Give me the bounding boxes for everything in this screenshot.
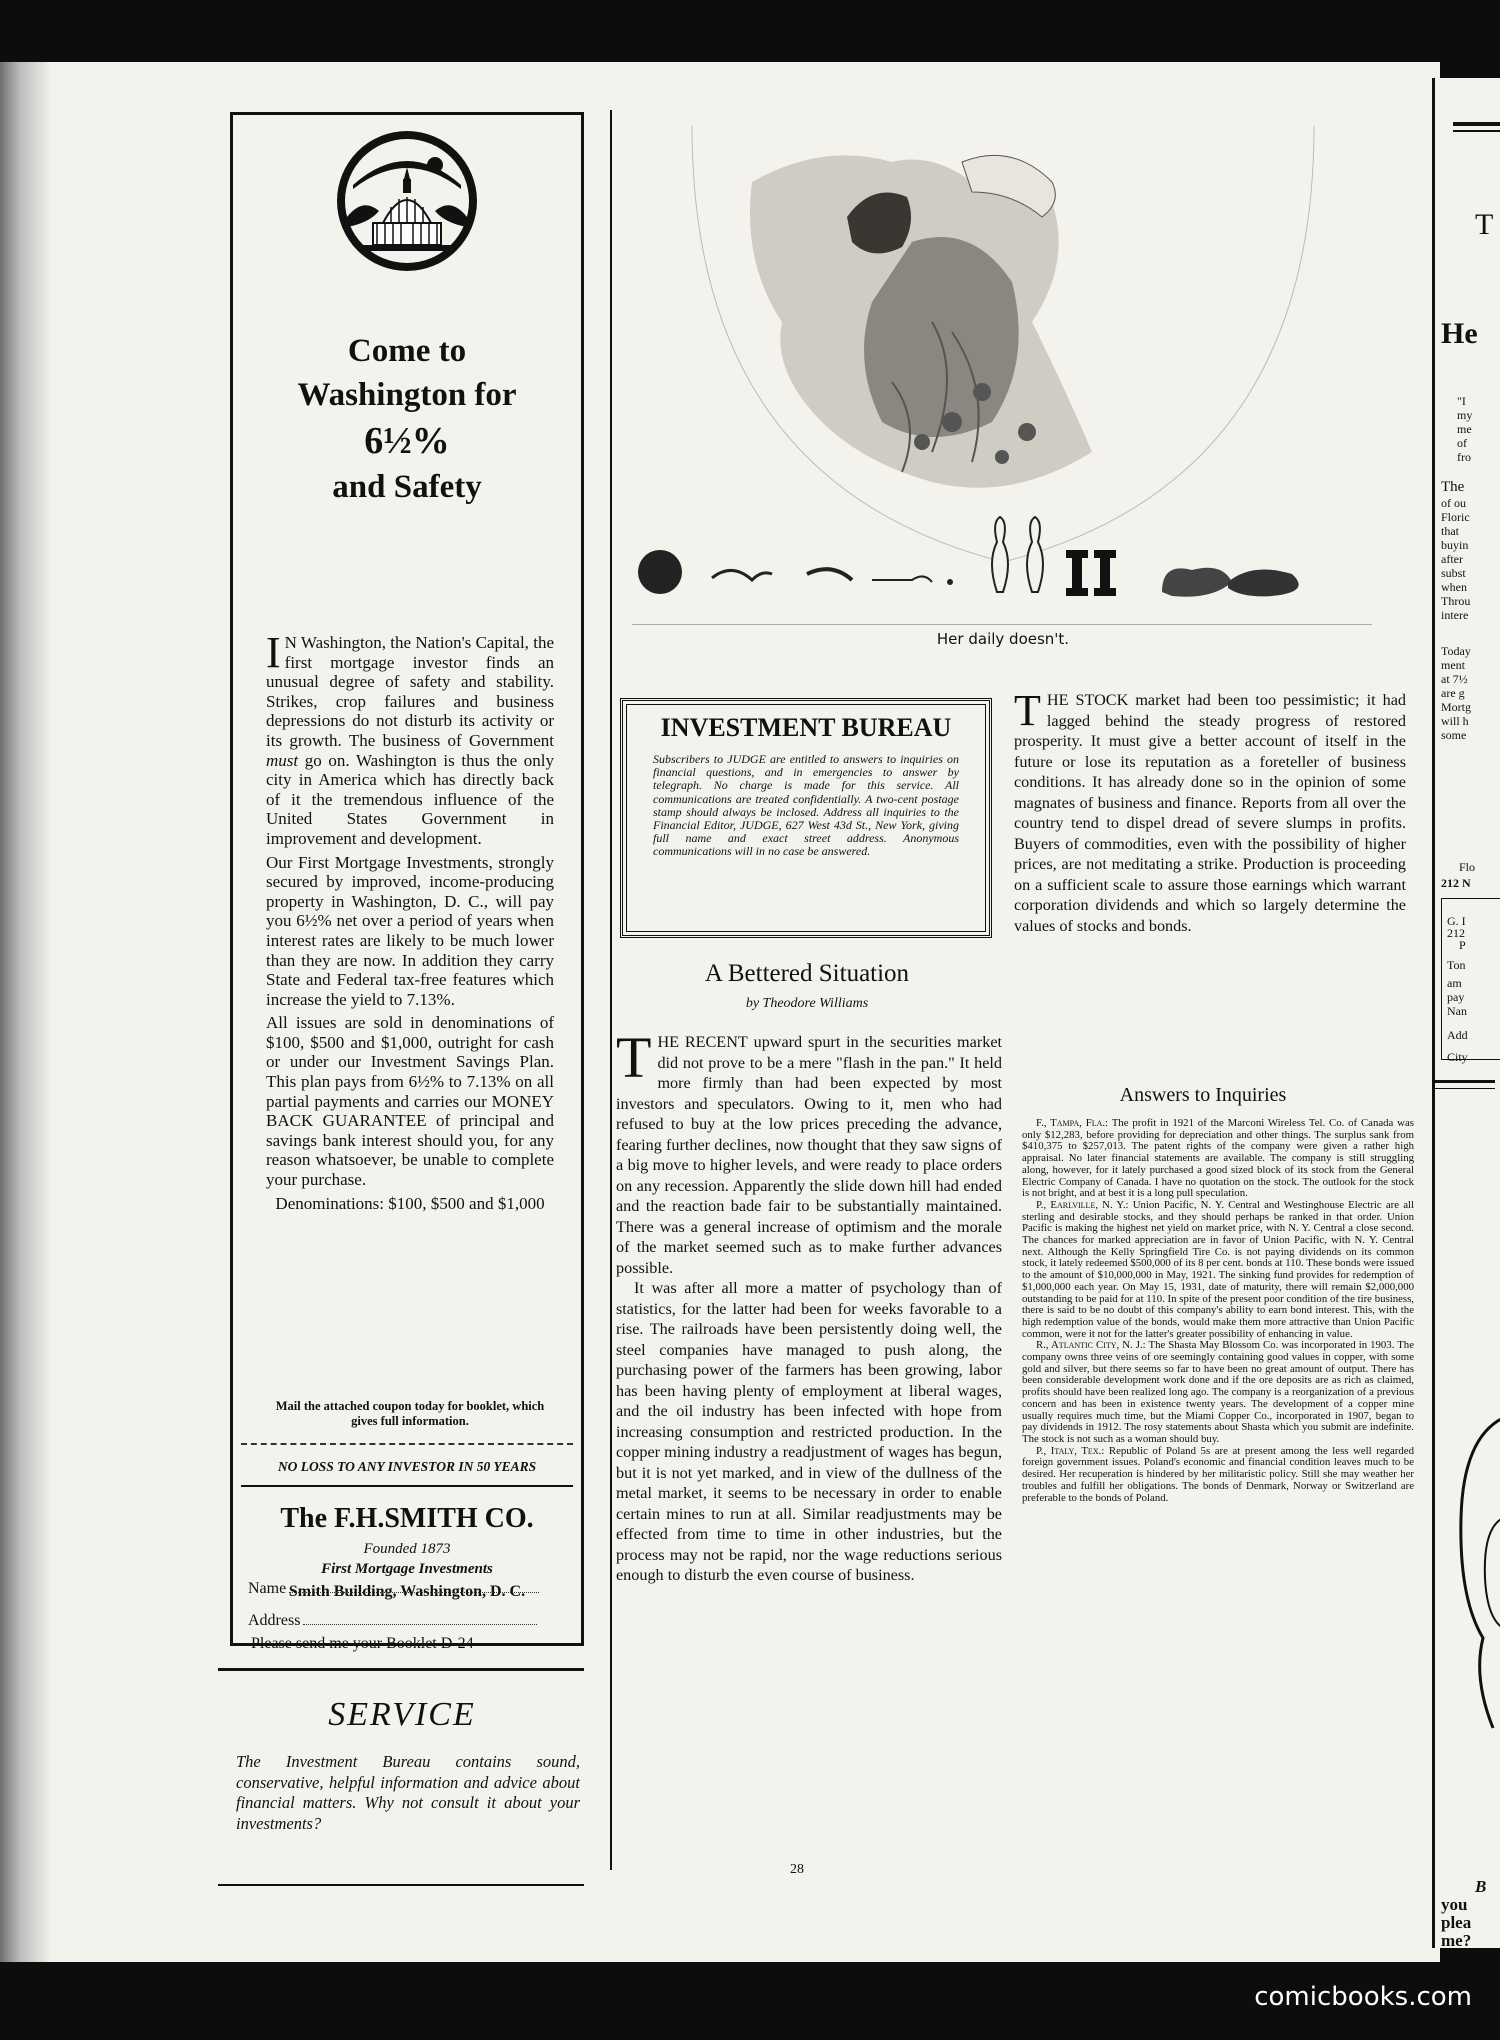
facing-form-11: City [1447, 1050, 1468, 1064]
facing-form-7: am [1447, 976, 1462, 990]
article-paragraph-1 [616, 1025, 1002, 1278]
capitol-dome-emblem-icon [333, 127, 481, 275]
facing-form-2: 212 N [1441, 876, 1471, 890]
facing-line-5: buyin [1441, 538, 1469, 552]
article-title: A Bettered Situation [704, 960, 910, 987]
facing-rule [1453, 122, 1500, 126]
article-paragraph-3-text: market had been too pessimistic; it had lagged behind the steady progress of restored prosperity. It must give a better account of itself in the future or lose its reputation as a foreteller of business conditions. It has already done so in the opinion of some magnates of business and finance. Reports from all over the country tend to dispel dread of severe slumps in profits. Buyers of commodities, even with the possibility of higher prices, are not meditating a strike. Production is proceeding on a sufficient scale to assure those earnings which warrant corporation dividends and which so largely determine the values of stocks and bonds. [1014, 691, 1406, 935]
ad-headline-line-1: Come to [347, 333, 467, 369]
ad-headline [233, 329, 581, 509]
facing-form-3: G. I [1447, 914, 1466, 928]
ad-headline-line-2: Washington for [297, 377, 517, 413]
facing-line2-6: will h [1441, 714, 1469, 728]
ad-paragraph-2: Our First Mortgage Investments, strongly secured by improved, income-producing property in Washington, D. C., will pay you 6½% net over a period of years when interest rates are likely to be much lower than they are now. In addition they carry State and Federal tax-free features which increase the yield to 7.13%. [266, 852, 554, 1009]
facing-line-9: Throu [1441, 594, 1471, 608]
facing-line2-7: some [1441, 728, 1467, 742]
facing-line-3: Floric [1441, 510, 1470, 524]
address-line[interactable] [303, 1624, 537, 1625]
facing-line2-5: Mortg [1441, 700, 1471, 714]
article-column-left [616, 1025, 1002, 1586]
investment-bureau-notice: Subscribers to JUDGE are entitled to answers to inquiries on financial questions, and in emergencies to answer by telegraph. No charge is made for this service. All communications are treated confidentially. A two-cent postage stamp should always be inclosed. Address all inquiries to the Financial Editor, JUDGE, 627 West 43d St., New York, giving full name and exact street address. Anonymous communications will in no case be answered. [653, 752, 959, 859]
answers-list [1022, 1118, 1414, 1504]
coupon-divider [241, 1485, 573, 1487]
facing-form-1: Flo [1459, 860, 1476, 874]
facing-form-6: Ton [1447, 958, 1466, 972]
coupon-booklet-request: Please send me your Booklet D-24 [251, 1635, 474, 1652]
article-dropcap-2: T [1014, 686, 1041, 735]
facing-line-4: that [1441, 524, 1459, 538]
article-lead-2: HE STOCK [1046, 691, 1129, 709]
column-rule-left [610, 110, 612, 1870]
watermark: comicbooks.com [1254, 1982, 1472, 2012]
name-label: Name [248, 1580, 287, 1597]
facing-form-5: P [1459, 938, 1466, 952]
facing-form-9: Nan [1447, 1004, 1467, 1018]
facing-line2-3: at 7½ [1441, 672, 1468, 686]
answer-inquirer: F., Tampa, Fla.: [1036, 1117, 1109, 1129]
facing-line-10: intere [1441, 608, 1469, 622]
ad-paragraph-3: All issues are sold in denominations of $100, $500 and $1,000, outright for cash or under our Investment Savings Plan. This plan pays from 6½% to 7.13% on all partial payments and carries our MONEY BACK GUARANTEE of principal and savings bank interest should you, for any reason whatsoever, be unable to complete your purchase. [266, 1013, 554, 1190]
ad-denominations: Denominations: $100, $500 and $1,000 [275, 1193, 545, 1213]
answer-text: Union Pacific, N. Y. Central and Westinghouse Electric are all sterling and desirable stocks, and they should perhaps be ranked in that order. Union Pacific is making the highest net yield on market price, with N. Y. Central a close second. The chances for marked appreciation are in favor of Union Pacific, with N. Y. Central next. Although the Kelly Springfield Tire Co. is not paying dividends on its common stock, it lately redeemed $500,000 of its 8 per cent. bonds at 110. These bonds were issued to the amount of $10,000,000 in May, 1921. The sinking fund provides for redemption of $1,000,000 each year. On May 15, 1931, date of maturity, there will remain $2,000,000 outstanding to be paid for at 110. In spite of the present poor condition of the tire business, there is said to be no doubt of this company's ability to earn bond interest. This, with the high redemption value of the bonds, would make them more attractive than Union Pacific common, were it not for the latter's greater possibility of enhancing in value. [1022, 1198, 1414, 1340]
answer-item [1022, 1118, 1414, 1200]
no-loss-banner: NO LOSS TO ANY INVESTOR IN 50 YEARS [277, 1459, 537, 1474]
facing-rule [1435, 1088, 1495, 1089]
article-byline: by Theodore Williams [745, 996, 869, 1011]
service-bottom-rule [218, 1884, 584, 1886]
company-address: Smith Building, Washington, D. C. [288, 1583, 526, 1600]
facing-quote-2: my [1457, 408, 1473, 422]
illustration-caption: Her daily doesn't. [936, 630, 1070, 648]
address-label: Address [248, 1612, 301, 1629]
company-name: The F.H.SMITH CO. [280, 1503, 534, 1534]
answer-inquirer: P., Italy, Tex.: [1036, 1444, 1105, 1457]
facing-quote-3: me [1457, 422, 1472, 436]
ad-paragraph-1-end: go on. Washington is thus the only city in America which has directly back of it the tremendous influence of the United States Government in improvement and development. [266, 750, 554, 848]
facing-bottom-2: you [1441, 1895, 1468, 1914]
facing-page-fragment [1432, 78, 1500, 1948]
facing-rule [1453, 130, 1500, 132]
article-lead: HE RECENT [657, 1033, 748, 1051]
answer-text: The Shasta May Blossom Co. was incorporated in 1903. The company owns three veins of ore seemingly containing good values in copper, with some gold and silver, but there seems so far to have been no great amount of output. There has been considerable development work done and if the ore deposits are as rich as claimed, profits should have been realized long ago. The company is a reorganization of a previous concern and has been in existence twenty years. The development of a copper mine usually requires much time, but the Miami Copper Co., incorporated in 1907, began to pay dividends in 1912. The rosy statements about Shasta which you submit are indefinite. The stock is not such as a woman should buy. [1022, 1339, 1414, 1445]
ad-paragraph-1 [266, 628, 554, 849]
answer-inquirer: P., Earlville, N. Y.: [1036, 1198, 1129, 1211]
facing-line-6: after [1441, 552, 1463, 566]
service-top-rule [218, 1668, 584, 1671]
facing-line2-1: Today [1441, 644, 1471, 658]
answer-item [1022, 1446, 1414, 1505]
ad-paragraph-1-emphasis: must [266, 750, 299, 770]
facing-form-8: pay [1447, 990, 1465, 1004]
facing-bottom-1: B [1475, 1877, 1487, 1896]
ad-headline-line-3: 6½% [364, 420, 450, 462]
facing-bottom-3: plea [1441, 1913, 1472, 1932]
investment-bureau-title: INVESTMENT BUREAU [660, 713, 952, 742]
facing-line2-2: ment [1441, 658, 1465, 672]
facing-rule [1435, 1080, 1495, 1083]
article-paragraph-1-text: upward spurt in the securities market did not prove to be a mere "flash in the pan." It held more firmly than had been expected by most investors and speculators. Owing to it, men who had refused to buy at the low prices preceding the advance, fearing further declines, now thought that they saw signs of a big move to higher levels, and were ready to place orders on any recession. Apparently the slide down hill had ended and the reaction bade fair to be substantially maintained. There was a general increase of optimism and the morale of the market seemed such as to make further advances possible. [616, 1033, 1002, 1277]
left-binding-edge [0, 62, 52, 1962]
facing-quote-4: of [1457, 436, 1467, 450]
article-dropcap: T [616, 1025, 652, 1090]
facing-line-8: when [1441, 580, 1467, 594]
ad-headline-line-4: and Safety [332, 469, 482, 505]
answer-item [1022, 1340, 1414, 1445]
facing-line-1: The [1441, 479, 1465, 495]
fh-smith-advertisement [230, 112, 584, 1652]
illustration-woman-reading [632, 122, 1374, 632]
facing-form-4: 212 [1447, 926, 1465, 940]
article-paragraph-2: It was after all more a matter of psychology than of statistics, for the latter had been for weeks favorable to a rise. The railroads have been persistently doing well, the steel companies have managed to push along, the purchasing power of the farmers has been growing, labor has been having plenty of employment at liberal wages, and the oil industry has been infected with hope from increasing consumption and restricted production. In the copper mining industry a readjustment of wages has begun, but it is not yet marked, and in view of the dullness of the metal market, it seems to be necessary in order to enable certain mines to run at all. Similar readjustments may be effected from time to time in other industries, but the process may not be rapid, nor the wage reductions serious enough to disturb the even course of business. [616, 1279, 1002, 1584]
company-founded: Founded 1873 [363, 1541, 451, 1557]
facing-quote-5: fro [1457, 450, 1471, 464]
page-number: 28 [790, 1862, 804, 1877]
ad-dropcap: I [266, 628, 281, 677]
facing-form-10: Add [1447, 1028, 1468, 1042]
answer-text: Republic of Poland 5s are at present among the less well regarded foreign government issues. Poland's economic and financial condition leaves much to be desired. Her recuperation is hindered by her militaristic policy. Still she may weather her troubles and fulfill her obligations. The bonds of Denmark, Norway or Switzerland are preferable to the bonds of Poland. [1022, 1444, 1414, 1504]
facing-letter: T [1475, 208, 1494, 241]
facing-line2-4: are g [1441, 686, 1465, 700]
answer-text: The profit in 1921 of the Marconi Wireless Tel. Co. of Canada was only $12,283, before providing for depreciation and other things. The surplus sank from $410,375 to $257,013. The patent rights of the company were given a rather high appraisal. No later financial statements are available. The company is still struggling along, however, for it lately purchased a good sized block of its stock from the General Electric Company of Canada. I have no quotation on the stock. The outlook for the stock is not bright, and at best it is a long pull speculation. [1022, 1117, 1414, 1200]
name-line[interactable] [289, 1592, 539, 1593]
facing-quote-1: "I [1457, 394, 1466, 408]
facing-bottom-4: me? [1441, 1931, 1472, 1948]
article-paragraph-3 [1014, 686, 1406, 936]
investment-bureau-box [620, 698, 992, 938]
answers-title: Answers to Inquiries [1119, 1084, 1287, 1106]
ad-mail-note: Mail the attached coupon today for booklet, which gives full information. [275, 1399, 545, 1428]
facing-line-2: of ou [1441, 496, 1466, 510]
service-text: The Investment Bureau contains sound, conservative, helpful information and advice about financial matters. Why not consult it about your investments? [236, 1752, 580, 1833]
ad-body [266, 628, 554, 1217]
answer-inquirer: R., Atlantic City, N. J.: [1036, 1339, 1146, 1352]
ad-paragraph-1-text: N Washington, the Nation's Capital, the first mortgage investor finds an unusual degree of safety and stability. Strikes, crop failures and business depressions do not disturb its activity or its growth. The business of Government [266, 633, 554, 750]
facing-line-7: subst [1441, 566, 1466, 580]
facing-heading: He [1441, 317, 1478, 350]
service-title: SERVICE [328, 1696, 476, 1733]
facing-illustration-figure [1443, 1378, 1500, 1738]
answer-item [1022, 1200, 1414, 1340]
illustration-base-rule [632, 624, 1372, 625]
coupon-address-field[interactable] [248, 1612, 537, 1630]
coupon-name-field[interactable] [248, 1580, 539, 1598]
company-tagline: First Mortgage Investments [321, 1561, 493, 1577]
article-column-right [1014, 686, 1406, 936]
